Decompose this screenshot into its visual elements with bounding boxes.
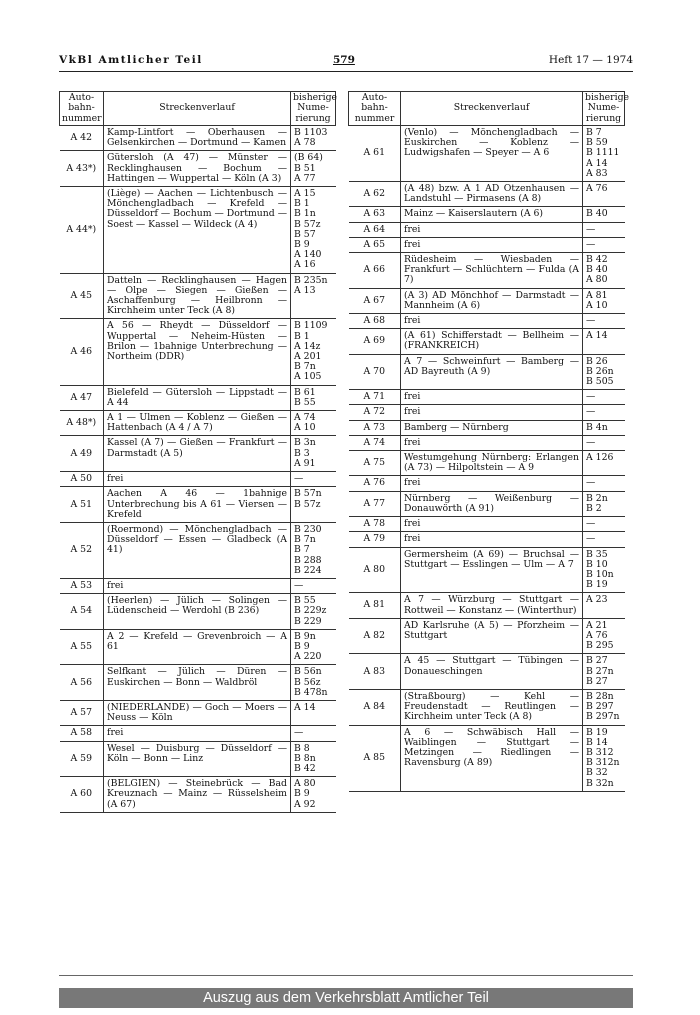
route-description: Westumgehung Nürnberg: Erlangen (A 73) — Hilpoltstein — A 9 [401, 451, 583, 476]
autobahn-number: A 49 [60, 436, 104, 472]
autobahn-number: A 46 [60, 319, 104, 385]
route-description: (Venlo) — Mönchengladbach — Euskirchen — Koblenz — Ludwigshafen — Speyer — A 6 [401, 126, 583, 182]
previous-numbering: B 3n B 3 A 91 [291, 436, 336, 472]
autobahn-number: A 67 [349, 288, 401, 313]
route-description: frei [401, 476, 583, 491]
route-description: Wesel — Duisburg — Düsseldorf — Köln — Bonn — Linz [104, 741, 291, 777]
table-row [60, 319, 336, 385]
route-description: Germersheim (A 69) — Bruchsal — Stuttgart — Esslingen — Ulm — A 7 [401, 547, 583, 593]
previous-numbering: B 26 B 26n B 505 [583, 354, 625, 390]
autobahn-number: A 43*) [60, 151, 104, 187]
route-description: A 6 — Schwäbisch Hall — Waiblingen — Stuttgart — Metzingen — Riedlingen — Ravensburg (A 89) [401, 725, 583, 791]
route-description: (NIEDERLANDE) — Goch — Moers — Neuss — Köln [104, 700, 291, 725]
autobahn-number: A 78 [349, 517, 401, 532]
header-rule [59, 71, 633, 72]
autobahn-number: A 84 [349, 689, 401, 725]
table-row [60, 436, 336, 472]
table-row [60, 726, 336, 741]
autobahn-number: A 62 [349, 182, 401, 207]
route-description: Kassel (A 7) — Gießen — Frankfurt — Darmstadt (A 5) [104, 436, 291, 472]
route-description: frei [401, 517, 583, 532]
table-row [349, 237, 625, 252]
previous-numbering: A 81 A 10 [583, 288, 625, 313]
route-description: (A 48) bzw. A 1 AD Otzenhausen — Landstuhl — Pirmasens (A 8) [401, 182, 583, 207]
route-description: Selfkant — Jülich — Düren — Euskirchen — Bonn — Waldbröl [104, 665, 291, 701]
previous-numbering: A 74 A 10 [291, 411, 336, 436]
autobahn-number: A 42 [60, 126, 104, 151]
route-description: frei [401, 532, 583, 547]
route-description: (Liège) — Aachen — Lichtenbusch — Mönchengladbach — Krefeld — Düsseldorf — Bochum — Dortmund — Soest — Kassel — Wildeck (A 4) [104, 187, 291, 274]
previous-numbering: B 9n B 9 A 220 [291, 629, 336, 665]
page-header [59, 54, 633, 70]
autobahn-number: A 63 [349, 207, 401, 222]
table-row [349, 435, 625, 450]
table-row [60, 151, 336, 187]
autobahn-number: A 54 [60, 594, 104, 630]
previous-numbering: B 7 B 59 B 1111 A 14 A 83 [583, 126, 625, 182]
route-description: A 1 — Ulmen — Koblenz — Gießen — Hattenbach (A 4 / A 7) [104, 411, 291, 436]
route-description: A 56 — Rheydt — Düsseldorf — Wuppertal — Neheim-Hüsten — Brilon — 1bahnige Unterbrechung — Northeim (DDR) [104, 319, 291, 385]
table-row [349, 126, 625, 182]
column-header-number: Auto- bahn- nummer [349, 92, 401, 126]
previous-numbering: A 76 [583, 182, 625, 207]
route-description: (Roermond) — Mönchengladbach — Düsseldorf — Essen — Gladbeck (A 41) [104, 522, 291, 578]
route-description: frei [104, 578, 291, 593]
previous-numbering: B 61 B 55 [291, 385, 336, 410]
previous-numbering: B 42 B 40 A 80 [583, 253, 625, 289]
autobahn-number: A 44*) [60, 187, 104, 274]
previous-numbering: A 14 [583, 329, 625, 354]
autobahn-number: A 47 [60, 385, 104, 410]
footer-rule [59, 975, 633, 976]
route-description: Mainz — Kaiserslautern (A 6) [401, 207, 583, 222]
previous-numbering: — [583, 222, 625, 237]
previous-numbering: A 15 B 1 B 1n B 57z B 57 B 9 A 140 A 16 [291, 187, 336, 274]
previous-numbering: — [583, 405, 625, 420]
previous-numbering: — [583, 314, 625, 329]
route-description: frei [401, 390, 583, 405]
autobahn-number: A 81 [349, 593, 401, 618]
table-row [349, 390, 625, 405]
route-description: A 7 — Schweinfurt — Bamberg — AD Bayreuth (A 9) [401, 354, 583, 390]
table-row [60, 665, 336, 701]
previous-numbering: — [291, 472, 336, 487]
table-row [349, 207, 625, 222]
route-description: Kamp-Lintfort — Oberhausen — Gelsenkirchen — Dortmund — Kamen [104, 126, 291, 151]
table-row [349, 182, 625, 207]
previous-numbering: — [583, 237, 625, 252]
route-description: A 45 — Stuttgart — Tübingen — Donaueschingen [401, 654, 583, 690]
autobahn-number: A 53 [60, 578, 104, 593]
route-description: frei [401, 435, 583, 450]
autobahn-number: A 80 [349, 547, 401, 593]
route-description: frei [401, 237, 583, 252]
previous-numbering: B 28n B 297 B 297n [583, 689, 625, 725]
previous-numbering: — [583, 517, 625, 532]
table-row [349, 491, 625, 516]
autobahn-number: A 69 [349, 329, 401, 354]
previous-numbering: — [291, 578, 336, 593]
autobahn-number: A 70 [349, 354, 401, 390]
autobahn-number: A 82 [349, 618, 401, 654]
autobahn-number: A 60 [60, 777, 104, 813]
table-row [60, 629, 336, 665]
autobahn-number: A 66 [349, 253, 401, 289]
route-description: Aachen A 46 — 1bahnige Unterbrechung bis A 61 — Viersen — Krefeld [104, 487, 291, 523]
previous-numbering: B 235n A 13 [291, 273, 336, 319]
previous-numbering: A 23 [583, 593, 625, 618]
previous-numbering: A 14 [291, 700, 336, 725]
previous-numbering: B 55 B 229z B 229 [291, 594, 336, 630]
journal-title: VkBl Amtlicher Teil [59, 54, 203, 66]
table-row [349, 593, 625, 618]
issue-info: Heft 17 — 1974 [548, 54, 633, 66]
autobahn-number: A 59 [60, 741, 104, 777]
table-row [349, 689, 625, 725]
previous-numbering: A 126 [583, 451, 625, 476]
previous-numbering: B 4n [583, 420, 625, 435]
table-row [349, 725, 625, 791]
autobahn-number: A 51 [60, 487, 104, 523]
route-description: Rüdesheim — Wiesbaden — Frankfurt — Schlüchtern — Fulda (A 7) [401, 253, 583, 289]
route-description: A 7 — Würzburg — Stuttgart — Rottweil — Konstanz — (Winterthur) [401, 593, 583, 618]
column-header-number: Auto- bahn- nummer [60, 92, 104, 126]
table-row [349, 451, 625, 476]
table-row [349, 288, 625, 313]
autobahn-number: A 64 [349, 222, 401, 237]
route-description: (A 3) AD Mönchhof — Darmstadt — Mannheim (A 6) [401, 288, 583, 313]
previous-numbering: B 19 B 14 B 312 B 312n B 32 B 32n [583, 725, 625, 791]
table-row [349, 314, 625, 329]
route-description: Bielefeld — Gütersloh — Lippstadt — A 44 [104, 385, 291, 410]
table-row [60, 522, 336, 578]
autobahn-number: A 75 [349, 451, 401, 476]
table-row [349, 253, 625, 289]
autobahn-number: A 61 [349, 126, 401, 182]
autobahn-number: A 73 [349, 420, 401, 435]
table-row [349, 420, 625, 435]
autobahn-number: A 68 [349, 314, 401, 329]
previous-numbering: B 1109 B 1 A 14z A 201 B 7n A 105 [291, 319, 336, 385]
autobahn-number: A 83 [349, 654, 401, 690]
previous-numbering: B 57n B 57z [291, 487, 336, 523]
autobahn-number: A 72 [349, 405, 401, 420]
route-description: A 2 — Krefeld — Grevenbroich — A 61 [104, 629, 291, 665]
autobahn-number: A 58 [60, 726, 104, 741]
table-row [60, 700, 336, 725]
previous-numbering: — [583, 476, 625, 491]
previous-numbering: A 80 B 9 A 92 [291, 777, 336, 813]
previous-numbering: B 2n B 2 [583, 491, 625, 516]
previous-numbering: — [583, 532, 625, 547]
route-description: frei [104, 726, 291, 741]
autobahn-number: A 79 [349, 532, 401, 547]
route-description: Datteln — Recklinghausen — Hagen — Olpe — Siegen — Gießen — Aschaffenburg — Heilbronn — Kirchheim unter Teck (A 8) [104, 273, 291, 319]
previous-numbering: B 8 B 8n B 42 [291, 741, 336, 777]
autobahn-number: A 52 [60, 522, 104, 578]
previous-numbering: (B 64) B 51 A 77 [291, 151, 336, 187]
table-row [349, 329, 625, 354]
autobahn-number: A 76 [349, 476, 401, 491]
previous-numbering: B 35 B 10 B 10n B 19 [583, 547, 625, 593]
autobahn-number: A 65 [349, 237, 401, 252]
route-description: (Heerlen) — Jülich — Solingen — Lüdenscheid — Werdohl (B 236) [104, 594, 291, 630]
route-description: AD Karlsruhe (A 5) — Pforzheim — Stuttgart [401, 618, 583, 654]
previous-numbering: B 27 B 27n B 27 [583, 654, 625, 690]
previous-numbering: B 1103 A 78 [291, 126, 336, 151]
table-row [60, 273, 336, 319]
route-table-left [59, 91, 336, 813]
autobahn-number: A 77 [349, 491, 401, 516]
previous-numbering: — [291, 726, 336, 741]
table-row [60, 777, 336, 813]
table-row [349, 654, 625, 690]
table-row [349, 547, 625, 593]
previous-numbering: — [583, 390, 625, 405]
table-row [349, 405, 625, 420]
autobahn-number: A 56 [60, 665, 104, 701]
route-description: Bamberg — Nürnberg [401, 420, 583, 435]
column-header-route: Streckenverlauf [104, 92, 291, 126]
table-row [349, 517, 625, 532]
autobahn-number: A 45 [60, 273, 104, 319]
table-row [60, 187, 336, 274]
table-row [60, 487, 336, 523]
column-header-route: Streckenverlauf [401, 92, 583, 126]
route-description: frei [104, 472, 291, 487]
previous-numbering: B 40 [583, 207, 625, 222]
table-row [349, 476, 625, 491]
route-description: frei [401, 314, 583, 329]
table-row [349, 354, 625, 390]
previous-numbering: B 56n B 56z B 478n [291, 665, 336, 701]
autobahn-number: A 85 [349, 725, 401, 791]
route-description: (BELGIEN) — Steinebrück — Bad Kreuznach — Mainz — Rüsselsheim (A 67) [104, 777, 291, 813]
route-description: Nürnberg — Weißenburg — Donauwörth (A 91) [401, 491, 583, 516]
table-row [60, 385, 336, 410]
column-header-old-number: bisherige Nume- rierung [291, 92, 336, 126]
autobahn-number: A 71 [349, 390, 401, 405]
table-row [60, 411, 336, 436]
table-row [60, 126, 336, 151]
route-description: frei [401, 405, 583, 420]
table-row [60, 594, 336, 630]
autobahn-number: A 57 [60, 700, 104, 725]
table-row [349, 618, 625, 654]
table-row [60, 741, 336, 777]
table-row [349, 222, 625, 237]
table-row [349, 532, 625, 547]
route-description: (A 61) Schifferstadt — Bellheim — (FRANKREICH) [401, 329, 583, 354]
route-description: Gütersloh (A 47) — Münster — Recklinghausen — Bochum — Hattingen — Wuppertal — Köln (A 3) [104, 151, 291, 187]
previous-numbering: B 230 B 7n B 7 B 288 B 224 [291, 522, 336, 578]
autobahn-number: A 74 [349, 435, 401, 450]
route-description: frei [401, 222, 583, 237]
route-description: (Straßbourg) — Kehl — Freudenstadt — Reutlingen — Kirchheim unter Teck (A 8) [401, 689, 583, 725]
autobahn-number: A 50 [60, 472, 104, 487]
column-header-old-number: bisherige Nume- rierung [583, 92, 625, 126]
route-table-right [348, 91, 630, 792]
footer-banner: Auszug aus dem Verkehrsblatt Amtlicher Teil [59, 988, 633, 1008]
autobahn-number: A 48*) [60, 411, 104, 436]
previous-numbering: A 21 A 76 B 295 [583, 618, 625, 654]
table-row [60, 578, 336, 593]
table-row [60, 472, 336, 487]
page-number: 579 [333, 54, 355, 66]
previous-numbering: — [583, 435, 625, 450]
autobahn-number: A 55 [60, 629, 104, 665]
